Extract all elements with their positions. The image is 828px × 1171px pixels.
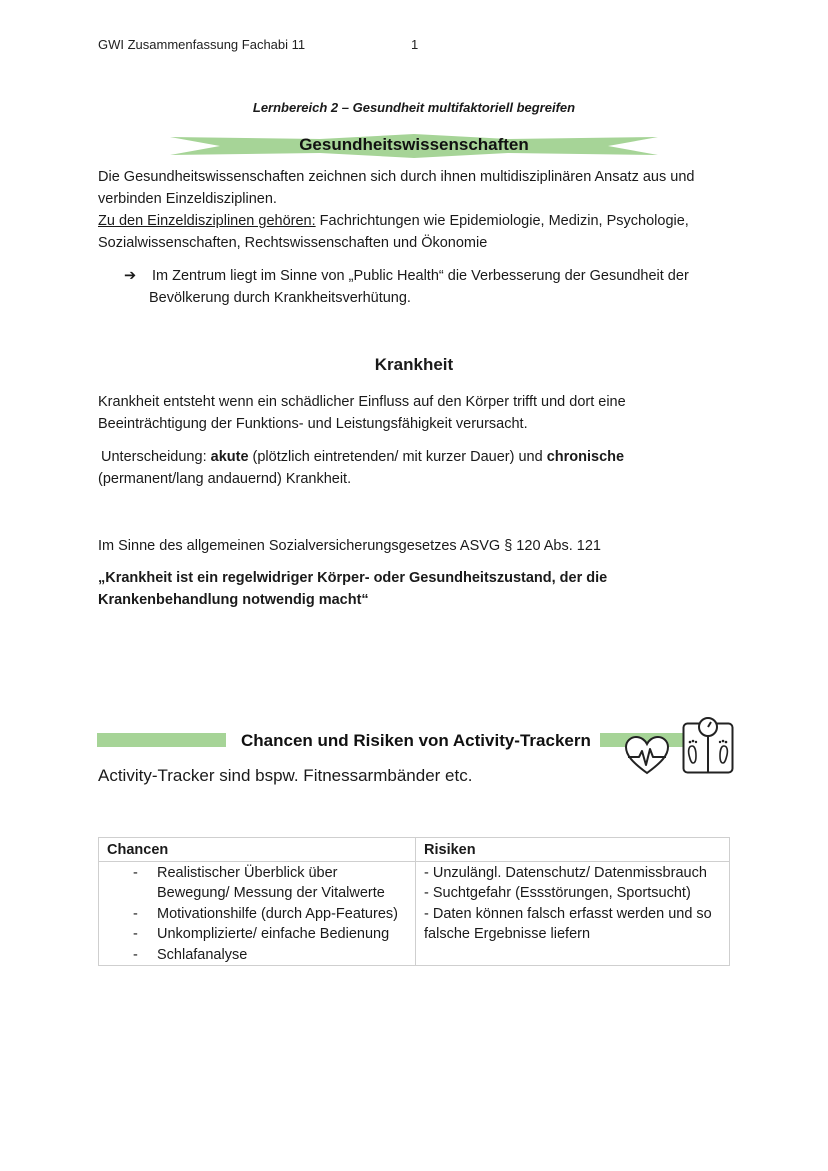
tracker-title: Chancen und Risiken von Activity-Trackern (241, 731, 591, 750)
list-item: - Suchtgefahr (Essstörungen, Sportsucht) (424, 885, 691, 901)
risiken-cell (416, 861, 730, 966)
list-item: - Schlafanalyse (107, 945, 407, 966)
section-heading: Lernbereich 2 – Gesundheit multifaktoriell begreifen (252, 100, 576, 115)
list-item: - Daten können falsch erfasst werden und so falsche Ergebnisse liefern (424, 905, 712, 942)
krankheit-title: Krankheit (374, 355, 454, 374)
chancen-cell (99, 861, 416, 966)
list-item: - Realistischer Überblick über Bewegung/ Messung der Vitalwerte (107, 863, 407, 904)
scale-icon (682, 716, 734, 774)
table-header-row (99, 838, 730, 862)
arrow-icon: ➔ (124, 268, 137, 284)
list-item: - Motivationshilfe (durch App-Features) (107, 904, 407, 925)
list-item: - Unkomplizierte/ einfache Bedienung (107, 924, 407, 945)
chances-risks-table (98, 837, 730, 966)
disciplines-text: Fachrichtungen wie Epidemiologie, Medizin, Psychologie, Sozialwissenschaften, Rechtswissenschaften und Ökonomie (98, 213, 689, 251)
list-item: - Unzulängl. Datenschutz/ Datenmissbrauch (424, 864, 707, 881)
krankheit-distinction (98, 446, 698, 490)
akute-description: (plötzlich eintretenden/ mit kurzer Dauer) und (248, 449, 547, 465)
column-header-chancen: Chancen (99, 838, 416, 862)
chancen-list (107, 863, 407, 966)
law-reference: Im Sinne des allgemeinen Sozialversicherungsgesetzes ASVG § 120 Abs. 121 (98, 538, 601, 554)
document-title: GWI Zusammenfassung Fachabi 11 (98, 37, 306, 52)
distinction-label: Unterscheidung: (101, 449, 211, 465)
public-health-note: Im Zentrum liegt im Sinne von „Public Health“ die Verbesserung der Gesundheit der Bevölkerung durch Krankheitsverhütung. (149, 268, 689, 306)
disciplines-paragraph (98, 210, 730, 254)
law-quote: „Krankheit ist ein regelwidriger Körper- oder Gesundheitszustand, der die Krankenbehandlung notwendig macht“ (98, 570, 608, 608)
akute-term: akute (210, 449, 249, 465)
chronische-description: (permanent/lang andauernd) Krankheit. (98, 471, 352, 487)
green-bar-left (97, 733, 226, 747)
tracker-subtitle: Activity-Tracker sind bspw. Fitnessarmbänder etc. (98, 766, 473, 785)
krankheit-definition: Krankheit entsteht wenn ein schädlicher Einfluss auf den Körper trifft und dort eine Beeinträchtigung der Funktions- und Leistungsfähigkeit verursacht. (98, 394, 626, 432)
heart-rate-icon (624, 736, 670, 776)
column-header-risiken: Risiken (416, 838, 730, 862)
page-number: 1 (411, 37, 419, 52)
gesundheitswissenschaften-title: Gesundheitswissenschaften (299, 135, 529, 154)
intro-paragraph: Die Gesundheitswissenschaften zeichnen sich durch ihnen multidisziplinären Ansatz aus und verbinden Einzeldisziplinen. (98, 169, 695, 207)
disciplines-label: Zu den Einzeldisziplinen gehören: (98, 213, 316, 229)
chronische-term: chronische (546, 449, 625, 465)
table-row (99, 861, 730, 966)
